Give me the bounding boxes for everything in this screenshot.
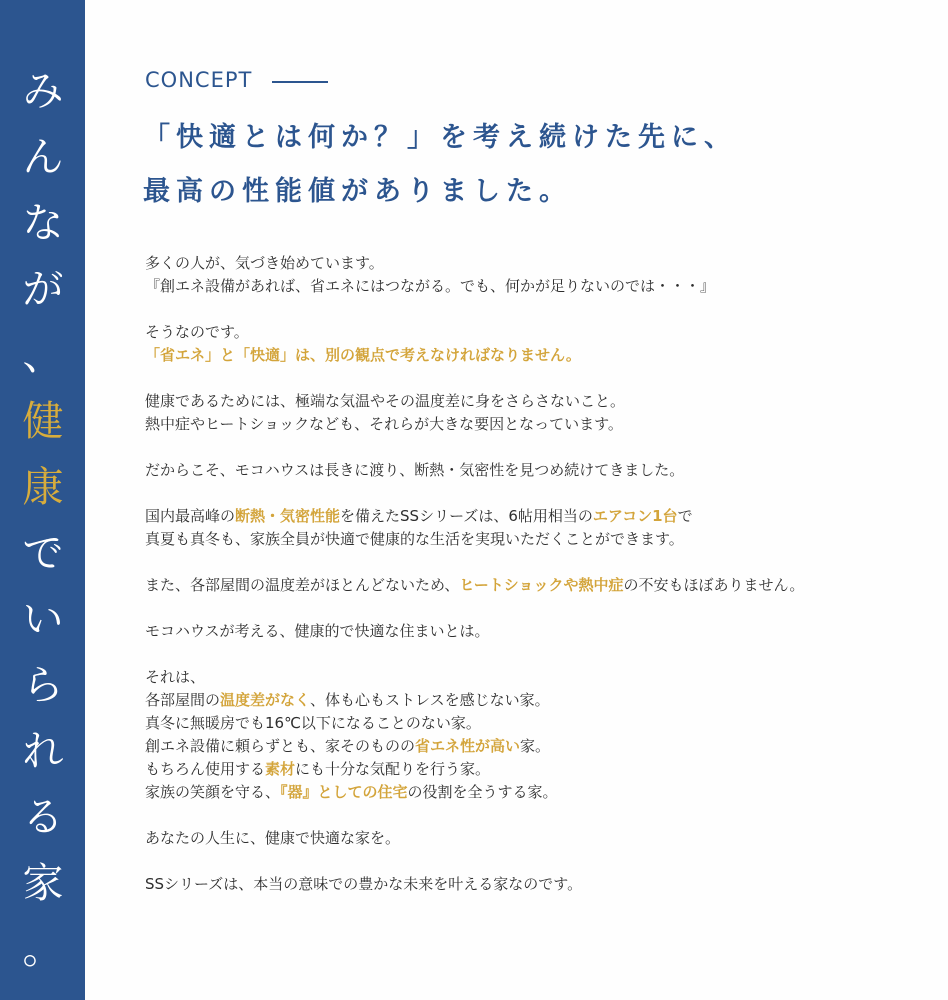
text-span: 国内最高峰の (145, 507, 236, 525)
headline (143, 111, 737, 219)
highlight-span: 素材 (265, 760, 296, 778)
paragraph-line (145, 574, 905, 597)
slogan-char: い (22, 595, 64, 643)
paragraph-line: あなたの人生に、健康で快適な家を。 (145, 829, 401, 847)
paragraph-line: モコハウスが考える、健康的で快適な住まいとは。 (145, 622, 490, 640)
text-span: 家族の笑顔を守る、 (145, 783, 281, 801)
slogan-accent-char: 康 (22, 463, 64, 511)
slogan-char: れ (22, 727, 64, 775)
paragraph-line (145, 781, 905, 804)
text-span: の不安もほぼありません。 (623, 576, 805, 594)
highlight-span: エアコン1台 (592, 507, 678, 525)
slogan-char: る (22, 793, 64, 841)
text-span: を備えたSSシリーズは、6帖用相当の (340, 507, 593, 525)
paragraph-line: だからこそ、モコハウスは長きに渡り、断熱・気密性を見つめ続けてきました。 (145, 461, 685, 479)
highlight-span: ヒートショックや熱中症 (459, 576, 624, 594)
text-span: また、各部屋間の温度差がほとんどないため、 (145, 576, 460, 594)
slogan-accent-char: 健 (22, 397, 64, 445)
highlight-span: 温度差がなく (220, 691, 311, 709)
text-span: で (677, 507, 693, 525)
headline-line-1: 「快適とは何か？」を考え続けた先に、 (143, 122, 737, 153)
text-span: 家。 (520, 737, 551, 755)
paragraph-line: 『創エネ設備があれば、省エネにはつながる。でも、何かが足りないのでは・・・』 (145, 277, 716, 295)
highlight-span: 『器』としての住宅 (280, 783, 408, 801)
paragraph-line: SSシリーズは、本当の意味での豊かな未来を叶える家なのです。 (145, 875, 583, 893)
paragraph-line: 健康であるためには、極端な気温やその温度差に身をさらさないこと。 (145, 392, 626, 410)
paragraph-line (145, 758, 905, 781)
vertical-slogan (19, 58, 67, 982)
slogan-char: ん (22, 133, 64, 181)
paragraph-line (145, 505, 905, 528)
highlight-span: 断熱・気密性能 (235, 507, 341, 525)
slogan-char: 家 (22, 859, 64, 907)
text-span: 創エネ設備に頼らずとも、家そのものの (145, 737, 416, 755)
paragraph-line: 熱中症やヒートショックなども、それらが大きな要因となっています。 (145, 415, 623, 433)
slogan-char: 、 (22, 331, 64, 379)
concept-label: CONCEPT (145, 68, 253, 92)
text-span: もちろん使用する (145, 760, 266, 778)
slogan-char: ら (22, 661, 64, 709)
headline-line-2: 最高の性能値がありました。 (143, 176, 572, 207)
slogan-char: で (22, 529, 64, 577)
paragraph-line: 真夏も真冬も、家族全員が快適で健康的な生活を実現いただくことができます。 (145, 530, 684, 548)
slogan-char: 。 (22, 925, 64, 973)
paragraph-line: 真冬に無暖房でも16℃以下になることのない家。 (145, 714, 481, 732)
concept-divider (272, 81, 328, 83)
text-span: にも十分な気配りを行う家。 (295, 760, 491, 778)
slogan-char: み (22, 67, 64, 115)
highlight-span: 省エネ性が高い (415, 737, 521, 755)
paragraph-line (145, 735, 905, 758)
paragraph-line: 多くの人が、気づき始めています。 (145, 254, 384, 272)
paragraph-line: それは、 (145, 668, 206, 686)
highlight-line: 「省エネ」と「快適」は、別の観点で考えなければなりません。 (145, 346, 581, 364)
text-span: の役割を全うする家。 (407, 783, 558, 801)
text-span: 、体も心もストレスを感じない家。 (310, 691, 550, 709)
paragraph-line: そうなのです。 (145, 323, 249, 341)
text-span: 各部屋間の (145, 691, 221, 709)
slogan-char: が (22, 265, 64, 313)
left-blue-band (0, 0, 85, 1000)
slogan-char: な (22, 199, 64, 247)
body-text (145, 252, 905, 896)
paragraph-line (145, 689, 905, 712)
